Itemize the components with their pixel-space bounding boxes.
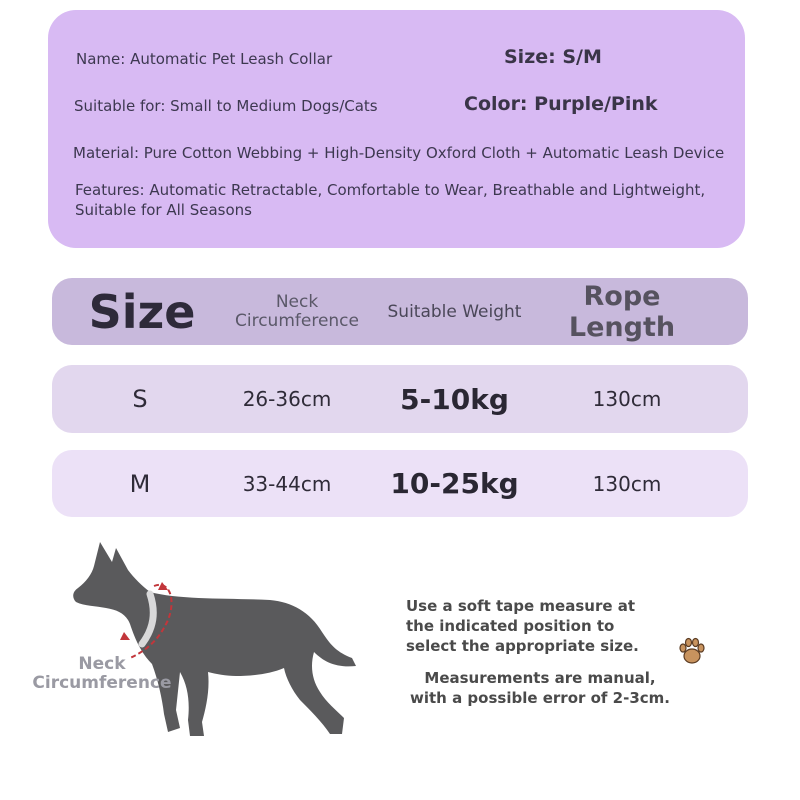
neck-circumference-label: Neck Circumference [32, 654, 172, 693]
table-row [52, 365, 748, 433]
measure-tip: Use a soft tape measure at the indicated position to select the appropriate size. [406, 597, 639, 655]
row-weight: 5-10kg [400, 382, 509, 416]
dog-icon [30, 540, 370, 750]
error-tip: Measurements are manual, with a possible error of 2-3cm. [410, 669, 670, 707]
product-features: Features: Automatic Retractable, Comfortable to Wear, Breathable and Lightweight, Suitable for All Seasons [75, 181, 706, 219]
product-name: Name: Automatic Pet Leash Collar [76, 50, 333, 68]
row-neck: 33-44cm [242, 471, 332, 496]
row-weight: 10-25kg [390, 467, 519, 500]
size-table-header [52, 278, 748, 345]
row-neck: 26-36cm [242, 387, 332, 411]
row-size: S [132, 385, 148, 413]
product-suitable-for: Suitable for: Small to Medium Dogs/Cats [74, 97, 378, 115]
product-color: Color: Purple/Pink [464, 93, 658, 115]
row-size: M [129, 469, 151, 498]
header-rope-length: Rope Length [568, 280, 676, 343]
paw-icon [676, 635, 708, 667]
header-suitable-weight: Suitable Weight [387, 301, 522, 322]
product-size: Size: S/M [504, 46, 602, 68]
dog-silhouette-illustration [30, 540, 370, 750]
product-material: Material: Pure Cotton Webbing + High-Density Oxford Cloth + Automatic Leash Device [73, 144, 725, 162]
row-rope: 130cm [592, 387, 662, 411]
product-info-card [48, 10, 745, 248]
header-size: Size [88, 284, 196, 339]
table-row [52, 450, 748, 517]
row-rope: 130cm [592, 471, 662, 496]
header-neck-circumference: Neck Circumference [235, 291, 359, 331]
